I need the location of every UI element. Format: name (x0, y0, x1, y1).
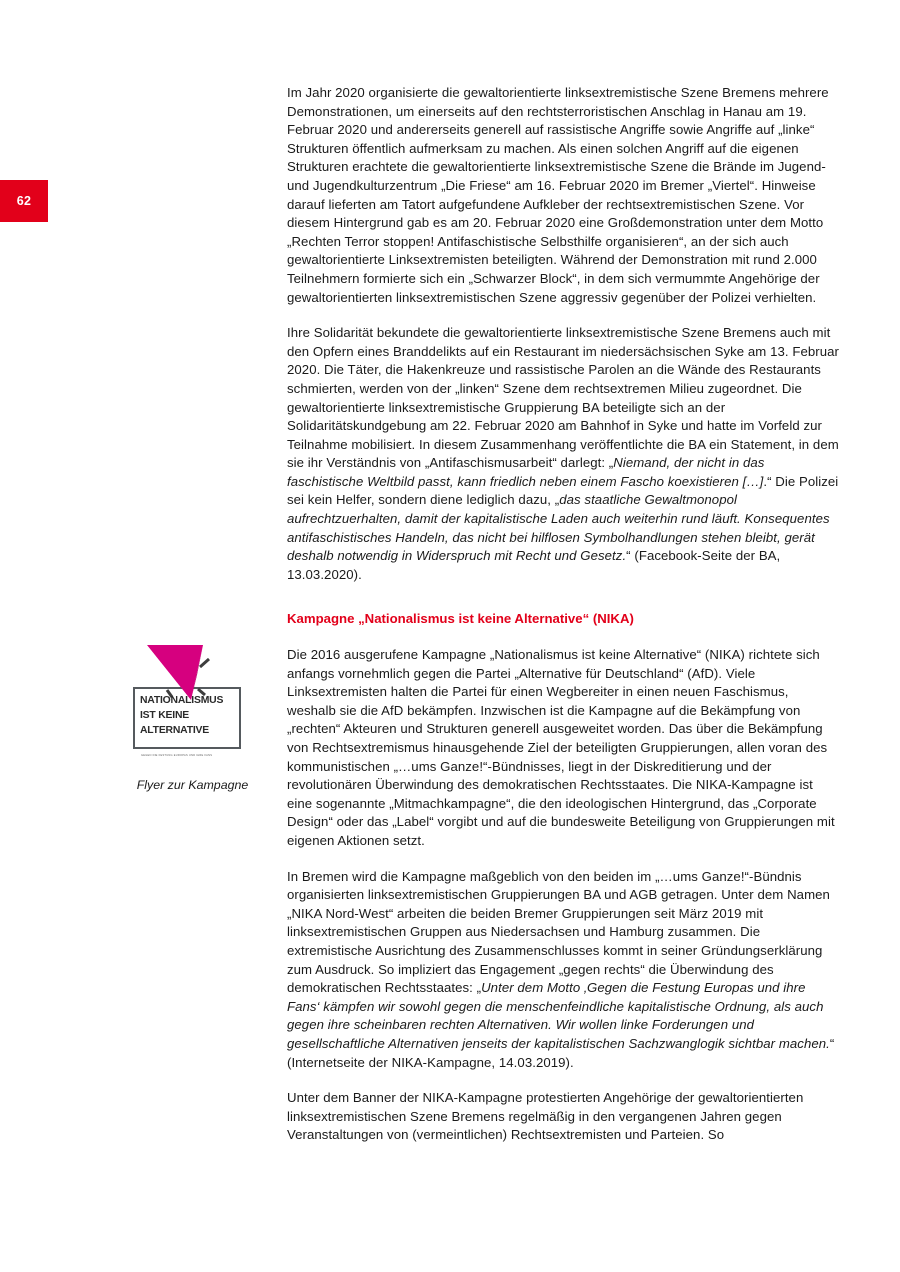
page-number-label: 62 (16, 194, 32, 208)
logo-tagline: GEGEN DIE FESTUNG EUROPAS UND IHRE FANS (141, 754, 213, 757)
figure-caption: Flyer zur Kampagne (136, 778, 249, 792)
page-number-tab (0, 180, 48, 222)
quoted-statement-2: das staatliche Gewaltmonopol aufrechtzuerhalten, damit der kapitalistische Laden auch weiterhin rund läuft. Konsequentes antifaschistisches Handeln, das nicht bei hilflosen Symbolhandlungen stehen bleibt, gerät deshalb notwendig in Widerspruch mit Recht und Gesetz. (287, 492, 830, 564)
paragraph-nika-bremen (287, 868, 840, 1073)
main-text-column (287, 84, 840, 1145)
nika-flyer-image (125, 645, 250, 763)
figure-nika-flyer (115, 645, 270, 793)
logo-line-3: ALTERNATIVE (140, 725, 209, 736)
quoted-statement-1: Niemand, der nicht in das faschistische Weltbild passt, kann friedlich neben einem Fascho koexistieren […] (287, 455, 765, 489)
paragraph-text-segment: .“ Die Polizei sei kein Helfer, sondern diene lediglich dazu, „ (287, 473, 839, 508)
paragraph-source-citation: “ (Facebook-Seite der BA, 13.03.2020). (287, 548, 781, 582)
quoted-founding-declaration: Unter dem Motto ‚Gegen die Festung Europas und ihre Fans‘ kämpfen wir sowohl gegen die menschenfeindliche kapitalistische Ordnung, als auch gegen ihre scheinbaren rechten Alternativen. Wir wollen linke Forderungen und gesellschaftliche Alternativen jenseits der kapitalistischen Sachzwanglogik sichtbar machen. (287, 980, 830, 1051)
logo-wordmark (140, 693, 240, 738)
heading-spacer (287, 601, 840, 610)
paragraph-text-segment: Ihre Solidarität bekundete die gewaltorientierte linksextremistische Szene Bremens auch mit den Opfern eines Branddelikts auf ein Restaurant im niedersächsischen Syke am 13. Februar 2020. Die Täter, die Hakenkreuze und rassistische Parolen an die Wände des Restaurants schmierten, werden von der „linken“ Szene dem rechtsextremen Milieu zugeordnet. Die gewaltorientierte linksextremistische Gruppierung BA beteiligte sich an der Solidaritätskundgebung am 22. Februar 2020 am Bahnhof in Syke und hatte im Vorfeld zur Teilnahme mobilisiert. In diesem Zusammenhang veröffentlichte die BA ein Statement, in dem sie ihr Verständnis von „Antifaschismusarbeit“ darlegt: „ (287, 325, 839, 471)
logo-line-1: NATIONALISMUS (140, 695, 224, 706)
section-heading-nika: Kampagne „Nationalismus ist keine Alternative“ (NIKA) (287, 611, 634, 627)
paragraph-text-segment: In Bremen wird die Kampagne maßgeblich von den beiden im „…ums Ganze!“-Bündnis organisierten linksextremistischen Gruppierungen BA und AGB getragen. Unter dem Namen „NIKA Nord-West“ arbeiten die beiden Bremer Gruppierungen seit März 2019 mit linksextremistischen Gruppen aus Niedersachsen und Hamburg zusammen. Die extremistische Ausrichtung des Zusammenschlusses kommt in seiner Gründungserklärung zum Ausdruck. So impliziert das Engagement „gegen rechts“ die Überwindung des demokratischen Rechtsstaates: „ (287, 868, 830, 996)
logo-line-2: IST KEINE (140, 710, 190, 721)
paragraph-source-citation: “ (Internetseite der NIKA-Kampagne, 14.03.2019). (287, 1035, 835, 1070)
paragraph-demonstrations-2020: Im Jahr 2020 organisierte die gewaltorientierte linksextremistische Szene Bremens mehrere Demonstrationen, um einerseits auf den rechtsterroristischen Anschlag in Hanau am 19. Februar 2020 und andererseits generell auf rassistische Angriffe sowie Angriffe auf „linke“ Strukturen öffentlich aufmerksam zu machen. Als einen solchen Angriff auf die eigenen Strukturen erachtete die gewaltorientierte linksextremistische Szene die Brände im Jugend- und Jugendkulturzentrum „Die Friese“ am 16. Februar 2020 im Bremer „Viertel“. Hinweise darauf lieferten am Tatort aufgefundene Aufkleber der rechtsextremistischen Szene. Vor diesem Hintergrund gab es am 20. Februar 2020 eine Großdemonstration unter dem Motto „Rechten Terror stoppen! Antifaschistische Selbsthilfe organisieren“, an der sich auch gewaltorientierte Linksextremisten beteiligten. Während der Demonstration mit rund 2.000 Teilnehmern formierte sich ein „Schwarzer Block“, in dem sich vermummte Angehörige der gewaltorientierten linksextremistischen Szene aggressiv gegenüber der Polizei verhielten. (287, 85, 829, 305)
paragraph-nika-origin: Die 2016 ausgerufene Kampagne „Nationalismus ist keine Alternative“ (NIKA) richtete sich anfangs vornehmlich gegen die Partei „Alternative für Deutschland“ (AfD). Viele Linksextremisten halten die Partei für einen Wegbereiter in einen neuen Faschismus, weshalb sie die AfD bekämpfen. Inzwischen ist die Kampagne auf die Bekämpfung von „rechten“ Akteuren und Strukturen generell ausgeweitet worden. Das über die Bekämpfung von Rechtsextremismus hinausgehende Ziel der beteiligten Gruppierungen, allen voran des kommunistischen „…ums Ganze!“-Bündnisses, liegt in der Diskreditierung und der revolutionären Überwindung des demokratischen Rechtsstaates. Die NIKA-Kampagne ist eine sogenannte „Mitmachkampagne“, die den ideologischen Hintergrund, das „Corporate Design“ oder das „Label“ vorgibt und auf die bundesweite Beteiligung von Gruppierungen mit eigenen Aktionen setzt. (287, 647, 835, 848)
paragraph-nika-protests: Unter dem Banner der NIKA-Kampagne protestierten Angehörige der gewaltorientierten linksextremistischen Szene Bremens regelmäßig in den vergangenen Jahren gegen Veranstaltungen von (vermeintlichen) Rechtsextremisten und Parteien. So (287, 1090, 804, 1143)
paragraph-solidarity-syke (287, 324, 840, 584)
